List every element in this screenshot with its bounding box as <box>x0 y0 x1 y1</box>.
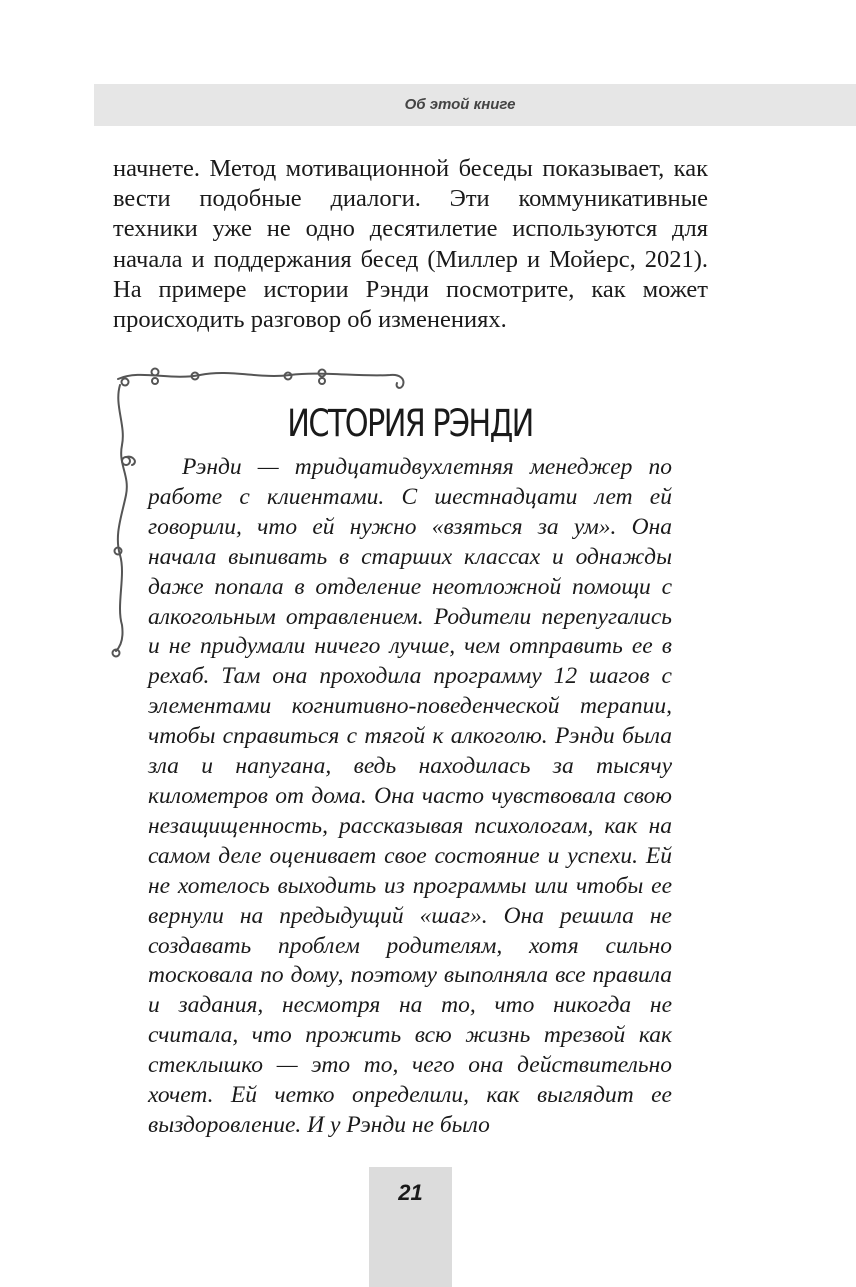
story-paragraph: Рэнди — тридцатидвухлетняя менеджер по работе с клиентами. С шестнадцати лет ей говорили, что ей нужно «взяться за ум». Она начала выпивать в старших классах и однажды даже попала в отделение неотложной помощи с алкогольным отравлением. Родители перепугались и не придумали ничего лучше, чем отправить ее в рехаб. Там она проходила программу 12 шагов с элементами когнитивно-поведенческой терапии, чтобы справиться с тягой к алкоголю. Рэнди была зла и напугана, ведь находилась за тысячу километров от дома. Она часто чувствовала свою незащищенность, рассказывая психологам, как на самом деле оценивает свое состояние и успехи. Ей не хотелось выходить из программы или чтобы ее вернули на предыдущий «шаг». Она решила не создавать проблем родителям, хотя сильно тосковала по дому, поэтому выполняла все правила и задания, несмотря на то, что никогда не считала, что прожить всю жизнь трезвой как стеклышко — это то, чего она действительно хочет. Ей четко определили, как выглядит ее выздоровление. И у Рэнди не было <box>148 454 672 1138</box>
intro-paragraph: начнете. Метод мотивационной беседы показывает, как вести подобные диалоги. Эти коммуникативные техники уже не одно десятилетие используются для начала и поддержания бесед (Миллер и Мойерс, 2021). На примере истории Рэнди посмотрите, как может происходить разговор об изменениях. <box>113 155 708 334</box>
story-title: ИСТОРИЯ РЭНДИ <box>287 402 533 445</box>
story-text <box>148 453 672 1141</box>
running-title: Об этой книге <box>404 96 516 113</box>
page-number: 21 <box>398 1180 423 1205</box>
intro-text <box>113 154 708 335</box>
